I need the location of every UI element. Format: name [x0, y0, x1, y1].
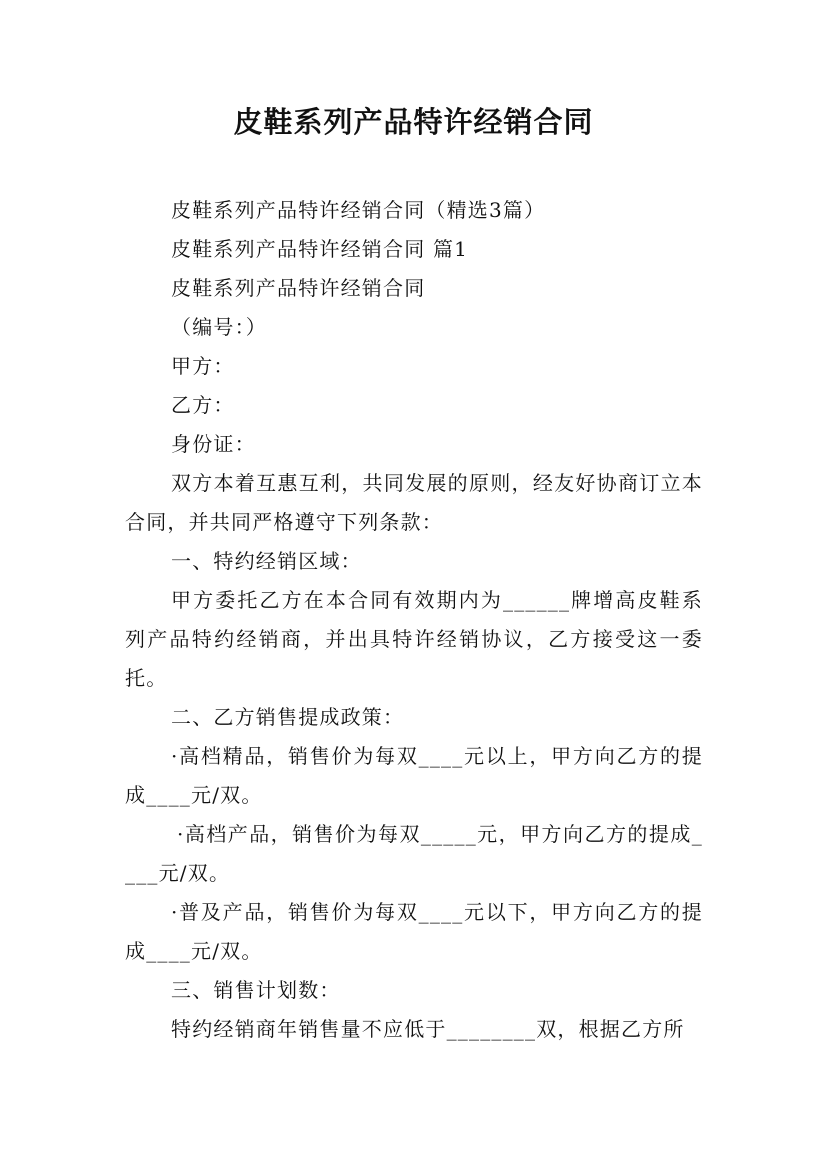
paragraph-section-heading: 皮鞋系列产品特许经销合同 篇1 — [171, 237, 469, 261]
paragraph-clause-2-item-2: ·高档产品，销售价为每双_____元，甲方向乙方的提成____元/双。 — [125, 822, 703, 885]
paragraph-clause-2-item-1: ·高档精品，销售价为每双____元以上，甲方向乙方的提成____元/双。 — [125, 744, 703, 807]
paragraph-party-a: 甲方： — [171, 354, 235, 378]
document-title: 皮鞋系列产品特许经销合同 — [233, 105, 594, 139]
paragraph-party-b: 乙方： — [171, 393, 235, 417]
paragraph-contract-number: （编号：） — [171, 315, 267, 339]
paragraph-clause-3-body: 特约经销商年销售量不应低于________双，根据乙方所 — [171, 1017, 685, 1041]
paragraph-subtitle: 皮鞋系列产品特许经销合同（精选3篇） — [171, 198, 546, 222]
document-body — [125, 191, 703, 1049]
paragraph-clause-2-heading: 二、乙方销售提成政策： — [171, 705, 405, 729]
paragraph-contract-name: 皮鞋系列产品特许经销合同 — [171, 276, 426, 300]
paragraph-clause-1-heading: 一、特约经销区域： — [171, 549, 362, 573]
paragraph-clause-1-body: 甲方委托乙方在本合同有效期内为______牌增高皮鞋系列产品特约经销商，并出具特许经销协议，乙方接受这一委托。 — [125, 588, 703, 690]
paragraph-clause-3-heading: 三、销售计划数： — [171, 978, 341, 1002]
paragraph-id-card: 身份证： — [171, 432, 256, 456]
paragraph-preamble: 双方本着互惠互利，共同发展的原则，经友好协商订立本合同，并共同严格遵守下列条款： — [125, 471, 703, 534]
paragraph-clause-2-item-3: ·普及产品，销售价为每双____元以下，甲方向乙方的提成____元/双。 — [125, 900, 703, 963]
